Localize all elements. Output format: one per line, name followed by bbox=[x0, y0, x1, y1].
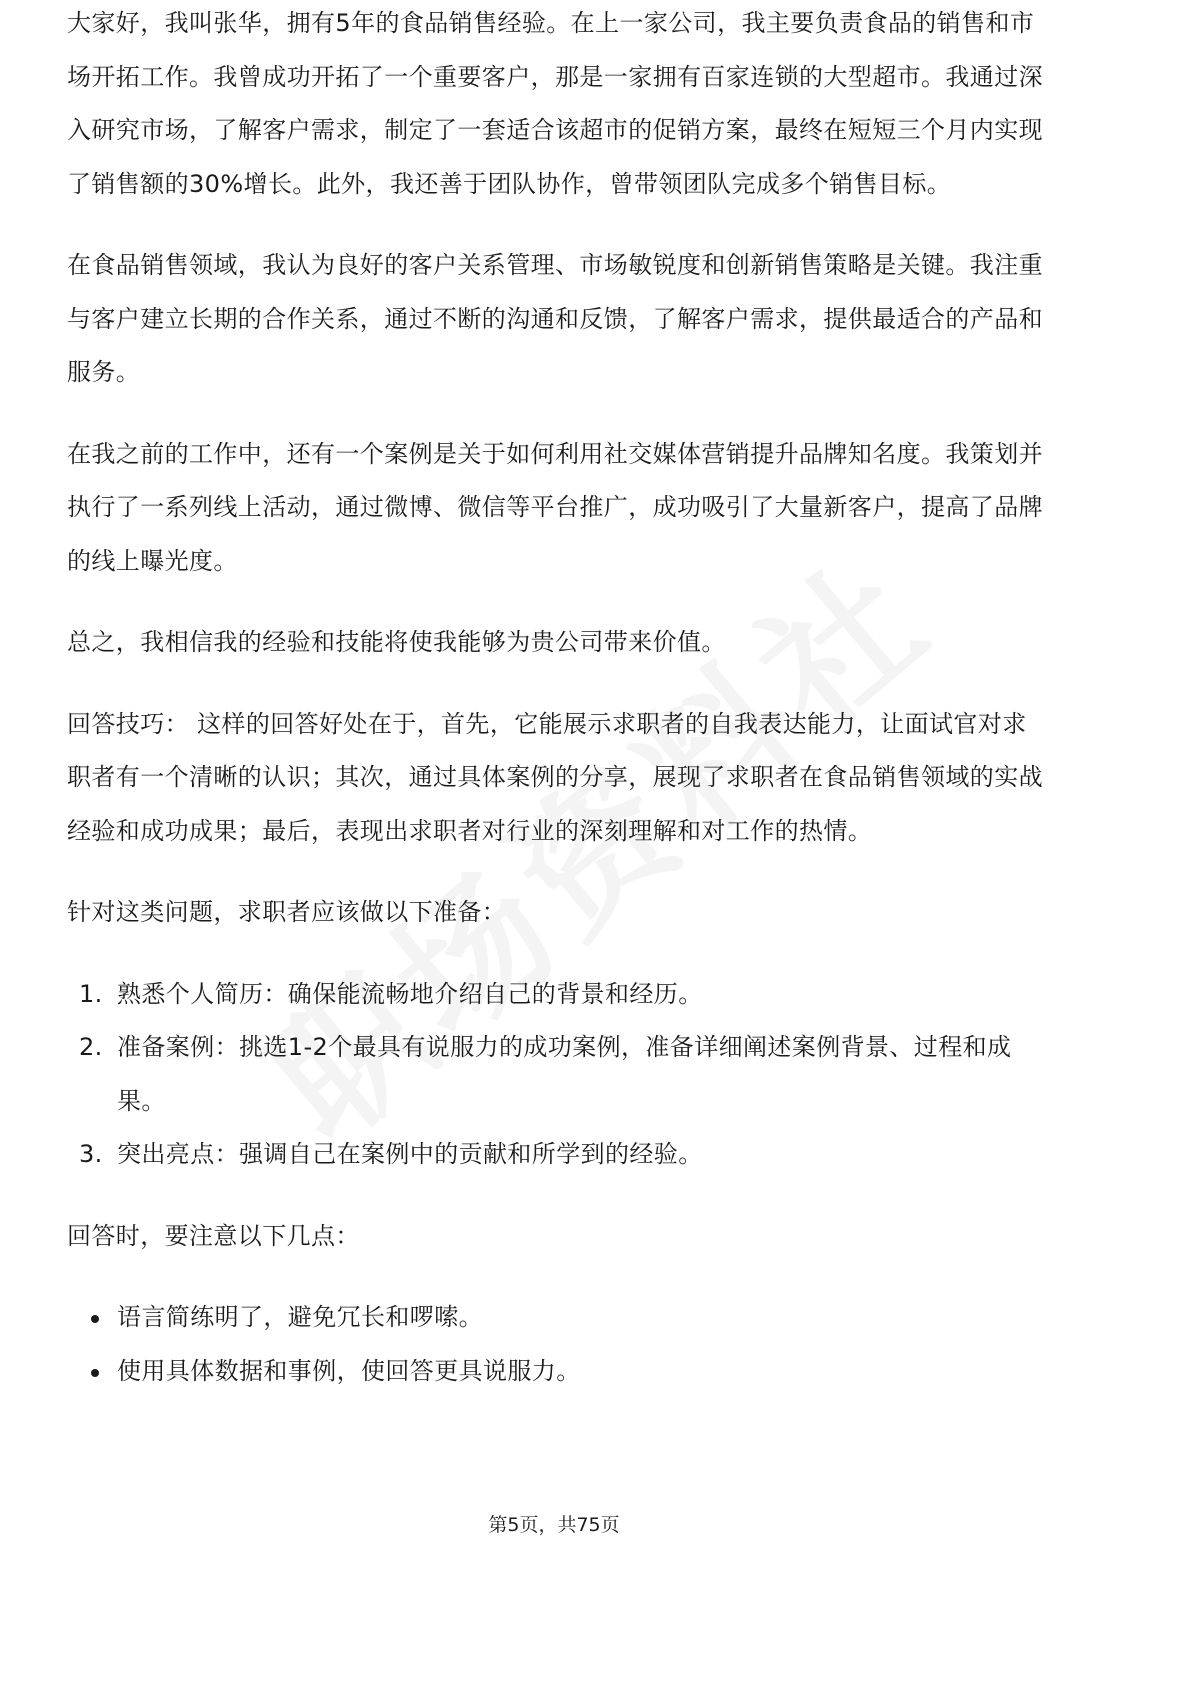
bullet-icon bbox=[91, 1315, 99, 1323]
notes-list bbox=[67, 1291, 1047, 1398]
prep-list bbox=[67, 968, 1047, 1182]
document-body bbox=[67, 9, 1047, 1426]
list-number: 1. bbox=[79, 979, 103, 1008]
paragraph-intro: 大家好，我叫张华，拥有5年的食品销售经验。在上一家公司，我主要负责食品的销售和市场开拓工作。我曾成功开拓了一个重要客户，那是一家拥有百家连锁的大型超市。我通过深入研究市场，了解客户需求，制定了一套适合该超市的促销方案，最终在短短三个月内实现了销售额的30%增长。此外，我还善于团队协作，曾带领团队完成多个销售目标。 bbox=[67, 9, 1043, 198]
list-item bbox=[67, 1291, 1047, 1345]
paragraph-social-media-case: 在我之前的工作中，还有一个案例是关于如何利用社交媒体营销提升品牌知名度。我策划并执行了一系列线上活动，通过微博、微信等平台推广，成功吸引了大量新客户，提高了品牌的线上曝光度。 bbox=[67, 439, 1043, 575]
paragraph-answer-tips: 回答技巧： 这样的回答好处在于，首先，它能展示求职者的自我表达能力，让面试官对求职者有一个清晰的认识；其次，通过具体案例的分享，展现了求职者在食品销售领域的实战经验和成功成果；最后，表现出求职者对行业的深刻理解和对工作的热情。 bbox=[67, 709, 1043, 845]
list-item bbox=[67, 1345, 1047, 1399]
list-item bbox=[67, 1128, 1047, 1182]
paragraph-conclusion: 总之，我相信我的经验和技能将使我能够为贵公司带来价值。 bbox=[67, 628, 726, 656]
paragraph-notes-heading: 回答时，要注意以下几点： bbox=[67, 1221, 360, 1250]
list-item bbox=[67, 1021, 1047, 1128]
list-item-text: 突出亮点：强调自己在案例中的贡献和所学到的经验。 bbox=[117, 1140, 703, 1168]
list-item bbox=[67, 968, 1047, 1022]
list-item-text: 熟悉个人简历：确保能流畅地介绍自己的背景和经历。 bbox=[117, 979, 703, 1008]
paragraph-key-skills: 在食品销售领域，我认为良好的客户关系管理、市场敏锐度和创新销售策略是关键。我注重与客户建立长期的合作关系，通过不断的沟通和反馈，了解客户需求，提供最适合的产品和服务。 bbox=[67, 251, 1043, 386]
list-number: 2. bbox=[79, 1033, 103, 1061]
list-number: 3. bbox=[79, 1140, 103, 1168]
list-item-text: 准备案例：挑选1-2个最具有说服力的成功案例，准备详细阐述案例背景、过程和成果。 bbox=[117, 1033, 1012, 1115]
page-footer: 第5页，共75页 bbox=[488, 1514, 620, 1536]
paragraph-prep-heading: 针对这类问题，求职者应该做以下准备： bbox=[67, 898, 507, 926]
list-item-text: 语言简练明了，避免冗长和啰嗦。 bbox=[117, 1303, 483, 1331]
bullet-icon bbox=[91, 1369, 99, 1377]
list-item-text: 使用具体数据和事例，使回答更具说服力。 bbox=[117, 1356, 581, 1385]
